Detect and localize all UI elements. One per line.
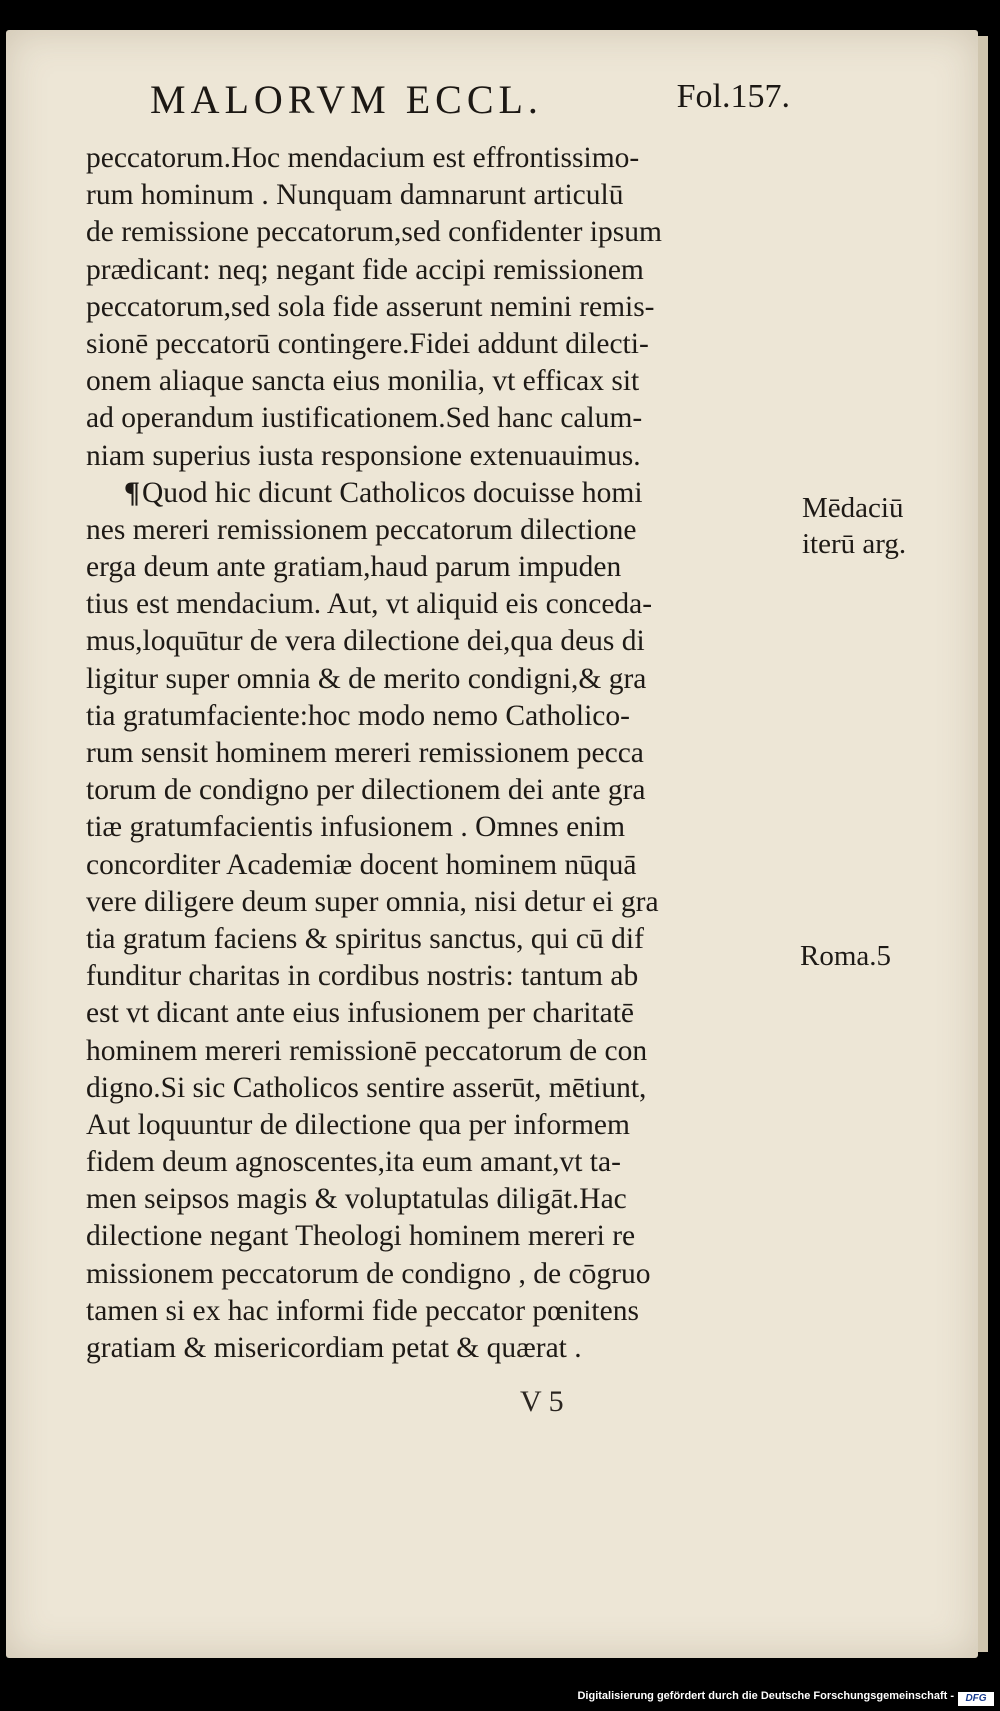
text-line: funditur charitas in cordibus nostris: tantum ab bbox=[86, 960, 639, 993]
text-line: nes mereri remissionem peccatorum dilectione bbox=[86, 513, 637, 546]
text-line: niam superius iusta responsione extenuauimus. bbox=[86, 439, 641, 472]
text-line: rum hominum . Nunquam damnarunt articulū bbox=[86, 179, 624, 212]
text-line: sionē peccatorū contingere.Fidei addunt dilecti- bbox=[86, 327, 649, 360]
text-line: mus,loquūtur de vera dilectione dei,qua deus di bbox=[86, 625, 645, 658]
text-line: Quod hic dicunt Catholicos docuisse homi bbox=[141, 476, 643, 509]
text-line: missionem peccatorum de condigno , de cōgruo bbox=[86, 1257, 651, 1290]
running-head: MALORVM ECCL. bbox=[150, 77, 543, 122]
signature-mark: V 5 bbox=[520, 1385, 564, 1418]
text-line: dilectione negant Theologi hominem mereri re bbox=[86, 1220, 636, 1253]
text-line: erga deum ante gratiam,haud parum impuden bbox=[86, 551, 622, 584]
text-line: tia gratum faciens & spiritus sanctus, qui cū dif bbox=[86, 922, 644, 955]
marginal-note bbox=[802, 490, 906, 562]
text-line: digno.Si sic Catholicos sentire asserūt, mētiunt, bbox=[86, 1071, 647, 1104]
page-header bbox=[150, 76, 790, 126]
main-text bbox=[86, 140, 786, 1367]
text-line: ligitur super omnia & de merito condigni,& gra bbox=[86, 662, 647, 695]
text-line: peccatorum.Hoc mendacium est effrontissimo- bbox=[86, 142, 640, 174]
marginal-note-line: iterū arg. bbox=[802, 528, 907, 560]
dfg-logo: DFG bbox=[958, 1692, 994, 1706]
text-line: gratiam & misericordiam petat & quærat . bbox=[86, 1332, 582, 1364]
text-line: hominem mereri remissionē peccatorum de con bbox=[86, 1034, 648, 1067]
text-line: peccatorum,sed sola fide asserunt nemini remis- bbox=[86, 290, 655, 323]
text-line: tius est mendacium. Aut, vt aliquid eis conceda- bbox=[86, 588, 653, 621]
text-line: tamen si ex hac informi fide peccator pœnitens bbox=[86, 1294, 639, 1327]
marginal-reference: Roma.5 bbox=[800, 940, 892, 972]
text-line: rum sensit hominem mereri remissionem pecca bbox=[86, 737, 644, 769]
paragraph-start-line bbox=[86, 475, 786, 512]
text-line: men seipsos magis & voluptatulas diligāt.Hac bbox=[86, 1183, 627, 1216]
text-line: torum de condigno per dilectionem dei ante gra bbox=[86, 774, 646, 807]
page-edge bbox=[978, 36, 988, 1652]
text-line: tia gratumfaciente:hoc modo nemo Catholico- bbox=[86, 699, 630, 732]
funding-credit: Digitalisierung gefördert durch die Deutsche Forschungsgemeinschaft - bbox=[577, 1690, 954, 1702]
marginal-note-line: Mēdaciū bbox=[802, 492, 904, 524]
text-line: prædicant: neq; negant fide accipi remissionem bbox=[86, 253, 644, 286]
text-line: est vt dicant ante eius infusionem per charitatē bbox=[86, 997, 635, 1030]
text-line: onem aliaque sancta eius monilia, vt efficax sit bbox=[86, 365, 640, 398]
paragraph-mark-icon: ¶ bbox=[124, 476, 140, 509]
text-line: tiæ gratumfacientis infusionem . Omnes enim bbox=[86, 811, 626, 844]
folio-number: Fol.157. bbox=[676, 78, 790, 115]
text-line: fidem deum agnoscentes,ita eum amant,vt ta- bbox=[86, 1146, 621, 1179]
text-line: Aut loquuntur de dilectione qua per informem bbox=[86, 1108, 630, 1141]
text-line: concorditer Academiæ docent hominem nūquā bbox=[86, 848, 637, 881]
text-line: vere diligere deum super omnia, nisi detur ei gra bbox=[86, 885, 659, 918]
text-line: de remissione peccatorum,sed confidenter ipsum bbox=[86, 216, 662, 249]
text-line: ad operandum iustificationem.Sed hanc calum- bbox=[86, 402, 643, 435]
